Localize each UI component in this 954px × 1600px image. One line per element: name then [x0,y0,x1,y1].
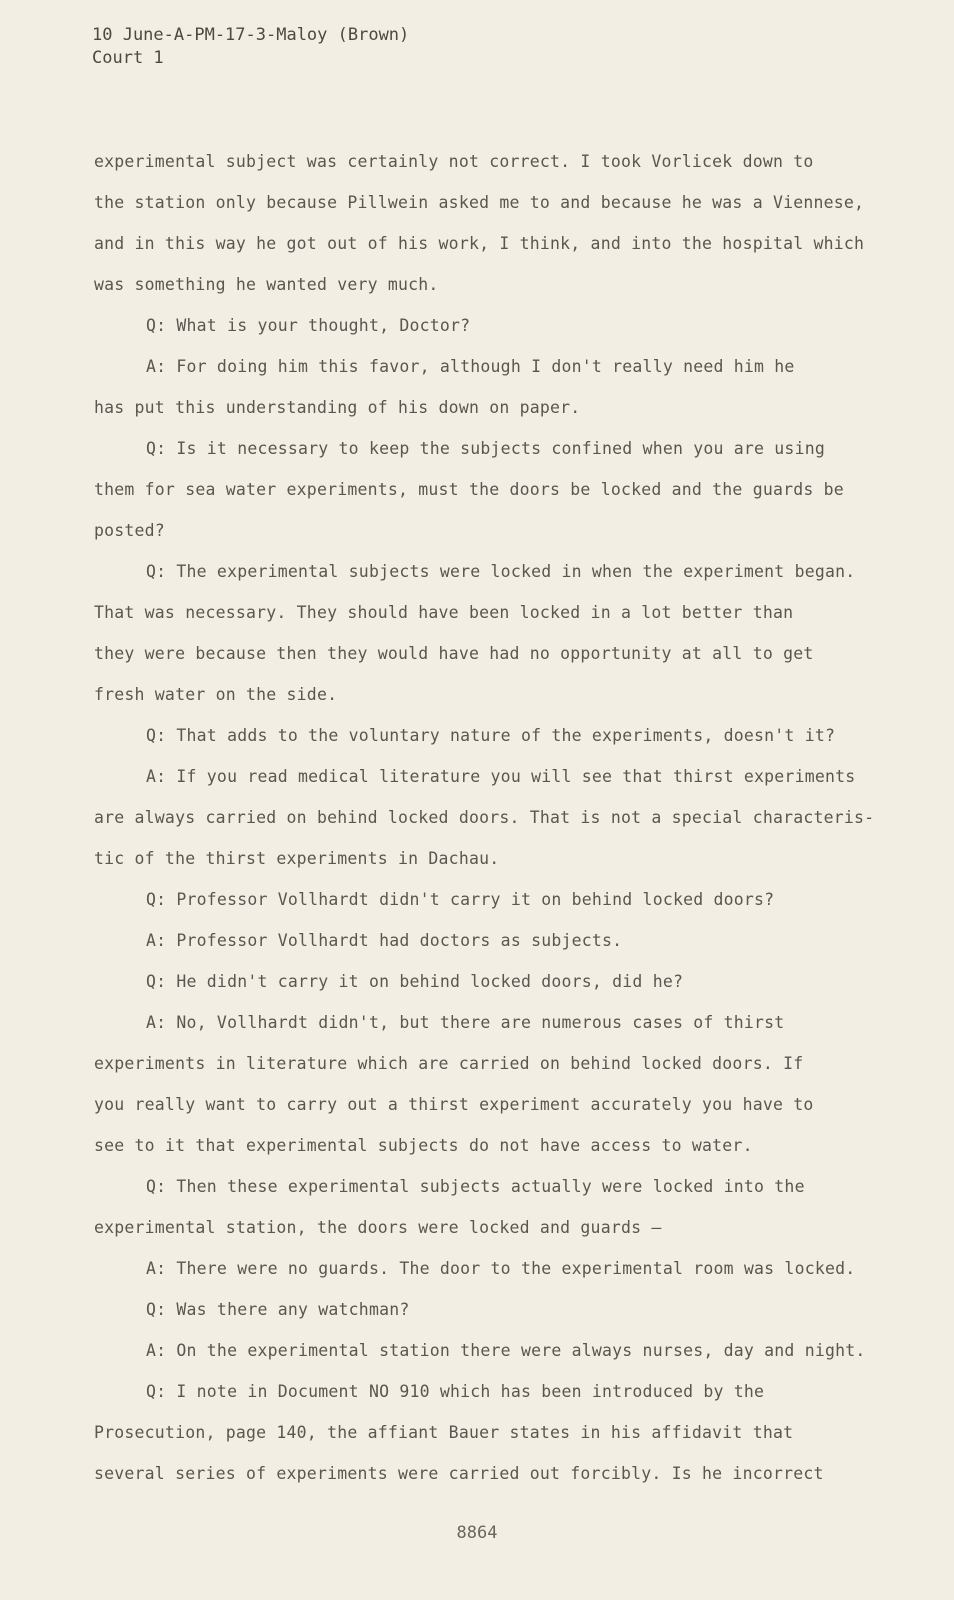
transcript-line: experimental subject was certainly not correct. I took Vorlicek down to [94,152,814,171]
transcript-line: Q: Then these experimental subjects actually were locked into the [146,1177,805,1196]
transcript-line: they were because then they would have had no opportunity at all to get [94,644,814,663]
transcript-line: see to it that experimental subjects do not have access to water. [94,1136,753,1155]
transcript-line: tic of the thirst experiments in Dachau. [94,849,500,868]
page-number: 8864 [456,1523,498,1543]
transcript-line: A: There were no guards. The door to the experimental room was locked. [146,1259,856,1278]
transcript-line: has put this understanding of his down on paper. [94,398,581,417]
transcript-line: Q: The experimental subjects were locked in when the experiment began. [146,562,856,581]
transcript-line: them for sea water experiments, must the doors be locked and the guards be [94,480,844,499]
transcript-line: the station only because Pillwein asked me to and because he was a Viennese, [94,193,865,212]
transcript-line: you really want to carry out a thirst experiment accurately you have to [94,1095,814,1114]
transcript-line: Q: Was there any watchman? [146,1300,410,1319]
transcript-line: are always carried on behind locked doors. That is not a special characteris- [94,808,875,827]
transcript-line: Q: He didn't carry it on behind locked doors, did he? [146,972,684,991]
transcript-line: Prosecution, page 140, the affiant Bauer states in his affidavit that [94,1423,794,1442]
transcript-line: posted? [94,521,165,540]
transcript-line: A: If you read medical literature you will see that thirst experiments [146,767,856,786]
transcript-line: several series of experiments were carried out forcibly. Is he incorrect [94,1464,824,1483]
transcript-line: fresh water on the side. [94,685,338,704]
header-reference: 10 June-A-PM-17-3-Maloy (Brown) [92,25,410,45]
transcript-line: Q: Is it necessary to keep the subjects confined when you are using [146,439,825,458]
transcript-line: and in this way he got out of his work, I think, and into the hospital which [94,234,865,253]
transcript-line: was something he wanted very much. [94,275,439,294]
document-header [92,24,409,70]
transcript-line: Q: Professor Vollhardt didn't carry it on behind locked doors? [146,890,775,909]
transcript-line: A: For doing him this favor, although I don't really need him he [146,357,795,376]
transcript-line: A: No, Vollhardt didn't, but there are numerous cases of thirst [146,1013,785,1032]
transcript-line: That was necessary. They should have been locked in a lot better than [94,603,794,622]
transcript-body [94,141,894,1494]
transcript-line: Q: I note in Document NO 910 which has been introduced by the [146,1382,765,1401]
header-court: Court 1 [92,48,164,68]
transcript-line: experimental station, the doors were locked and guards — [94,1218,662,1237]
transcript-line: Q: What is your thought, Doctor? [146,316,471,335]
transcript-line: A: On the experimental station there were always nurses, day and night. [146,1341,866,1360]
transcript-line: A: Professor Vollhardt had doctors as subjects. [146,931,623,950]
transcript-line: Q: That adds to the voluntary nature of the experiments, doesn't it? [146,726,836,745]
transcript-line: experiments in literature which are carried on behind locked doors. If [94,1054,804,1073]
